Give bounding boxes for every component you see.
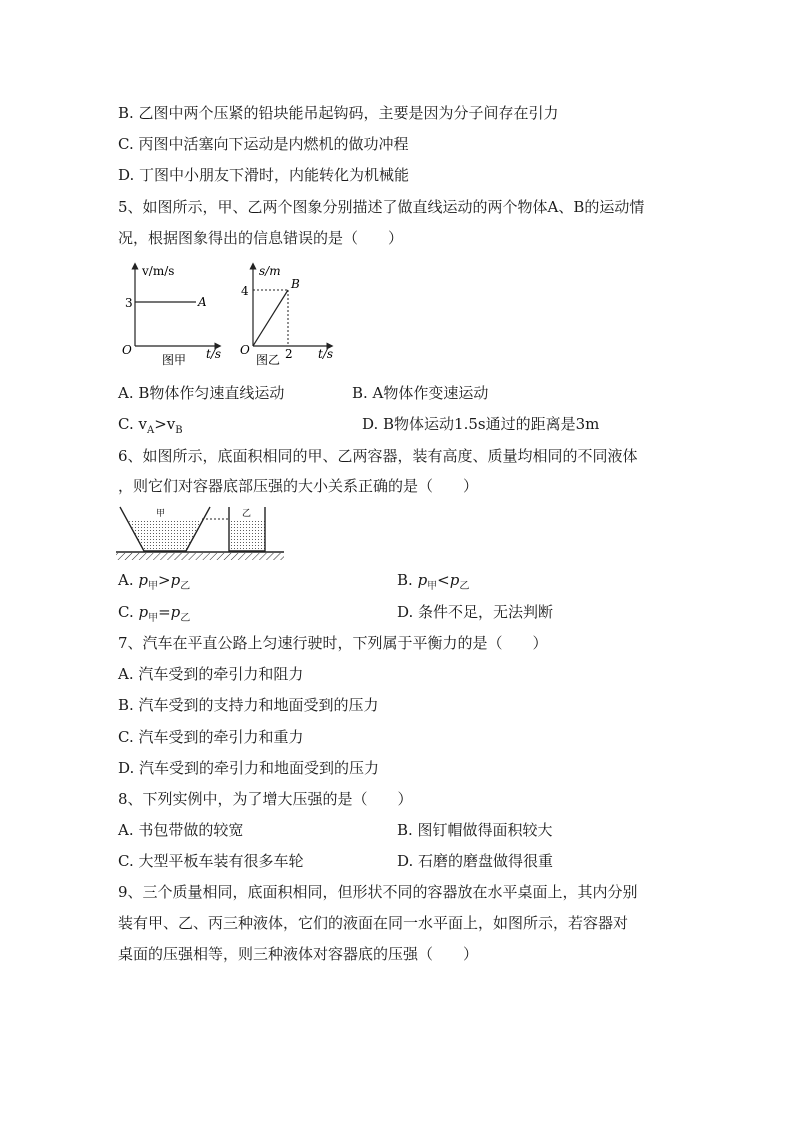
- q6-figure-containers: [116, 505, 286, 565]
- q7-stem: 7、汽车在平直公路上匀速行驶时，下列属于平衡力的是（ ）: [118, 634, 548, 652]
- q5-option-d: D. B物体运动1.5s通过的距离是3m: [362, 415, 600, 433]
- y-tick-label: 3: [125, 296, 133, 310]
- q5-figure-yi: [228, 258, 336, 366]
- x-axis-label: t/s: [206, 347, 222, 361]
- prev-option-b: B. 乙图中两个压紧的铅块能吊起钩码，主要是因为分子间存在引力: [118, 104, 559, 122]
- q6-option-b: B. $p_甲<p_乙$: [397, 571, 470, 592]
- q8-option-b: B. 图钉帽做得面积较大: [397, 821, 553, 839]
- origin-label: O: [240, 343, 250, 357]
- q9-stem-line3: 桌面的压强相等，则三种液体对容器底的压强（ ）: [118, 945, 479, 963]
- prev-option-d: D. 丁图中小朋友下滑时，内能转化为机械能: [118, 166, 410, 184]
- q7-option-b: B. 汽车受到的支持力和地面受到的压力: [118, 696, 379, 714]
- x-axis-label: t/s: [318, 347, 334, 361]
- origin-label: O: [122, 343, 132, 357]
- q6-option-a: A. $p_甲>p_乙$: [118, 571, 191, 592]
- series-b-line: [253, 290, 288, 346]
- prev-option-c: C. 丙图中活塞向下运动是内燃机的做功冲程: [118, 135, 409, 153]
- y-axis-label: s/m: [259, 264, 281, 278]
- q6-stem-line1: 6、如图所示，底面积相同的甲、乙两容器，装有高度、质量均相同的不同液体: [118, 447, 638, 465]
- q5-stem-line2: 况，根据图象得出的信息错误的是（ ）: [118, 229, 404, 247]
- q6-stem-line2: ，则它们对容器底部压强的大小关系正确的是（ ）: [118, 477, 479, 495]
- container-yi-liquid: [229, 519, 265, 551]
- y-axis-label: v/m/s: [142, 264, 175, 278]
- q8-option-c: C. 大型平板车装有很多车轮: [118, 852, 304, 870]
- container-jia-liquid: [128, 519, 202, 551]
- figure-caption: 图乙: [256, 353, 281, 366]
- q5-option-c: C. $v_A>v_B$: [118, 415, 183, 436]
- q7-option-a: A. 汽车受到的牵引力和阻力: [118, 665, 304, 683]
- q8-option-a: A. 书包带做的较宽: [118, 821, 244, 839]
- ground-hatch: [116, 553, 284, 560]
- q9-stem-line1: 9、三个质量相同，底面积相同，但形状不同的容器放在水平桌面上，其内分别: [118, 883, 638, 901]
- figure-caption: 图甲: [162, 353, 187, 366]
- y-tick-label: 4: [241, 284, 249, 298]
- series-label: A: [198, 295, 207, 309]
- container-jia-label: 甲: [156, 509, 166, 519]
- q5-stem-line1: 5、如图所示，甲、乙两个图象分别描述了做直线运动的两个物体A、B的运动情: [118, 198, 645, 216]
- series-label: B: [291, 277, 300, 291]
- q5-option-b: B. A物体作变速运动: [352, 384, 489, 402]
- q5-figure-jia: [118, 258, 226, 366]
- container-yi-label: 乙: [242, 509, 252, 519]
- q7-option-c: C. 汽车受到的牵引力和重力: [118, 728, 304, 746]
- q5-option-a: A. B物体作匀速直线运动: [118, 384, 285, 402]
- q9-stem-line2: 装有甲、乙、丙三种液体，它们的液面在同一水平面上，如图所示，若容器对: [118, 914, 629, 932]
- q6-option-c: C. $p_甲=p_乙$: [118, 603, 191, 624]
- q8-stem: 8、下列实例中，为了增大压强的是（ ）: [118, 790, 413, 808]
- q6-option-d: D. 条件不足，无法判断: [397, 603, 554, 621]
- x-tick-label: 2: [285, 347, 293, 361]
- q8-option-d: D. 石磨的磨盘做得很重: [397, 852, 554, 870]
- q7-option-d: D. 汽车受到的牵引力和地面受到的压力: [118, 759, 380, 777]
